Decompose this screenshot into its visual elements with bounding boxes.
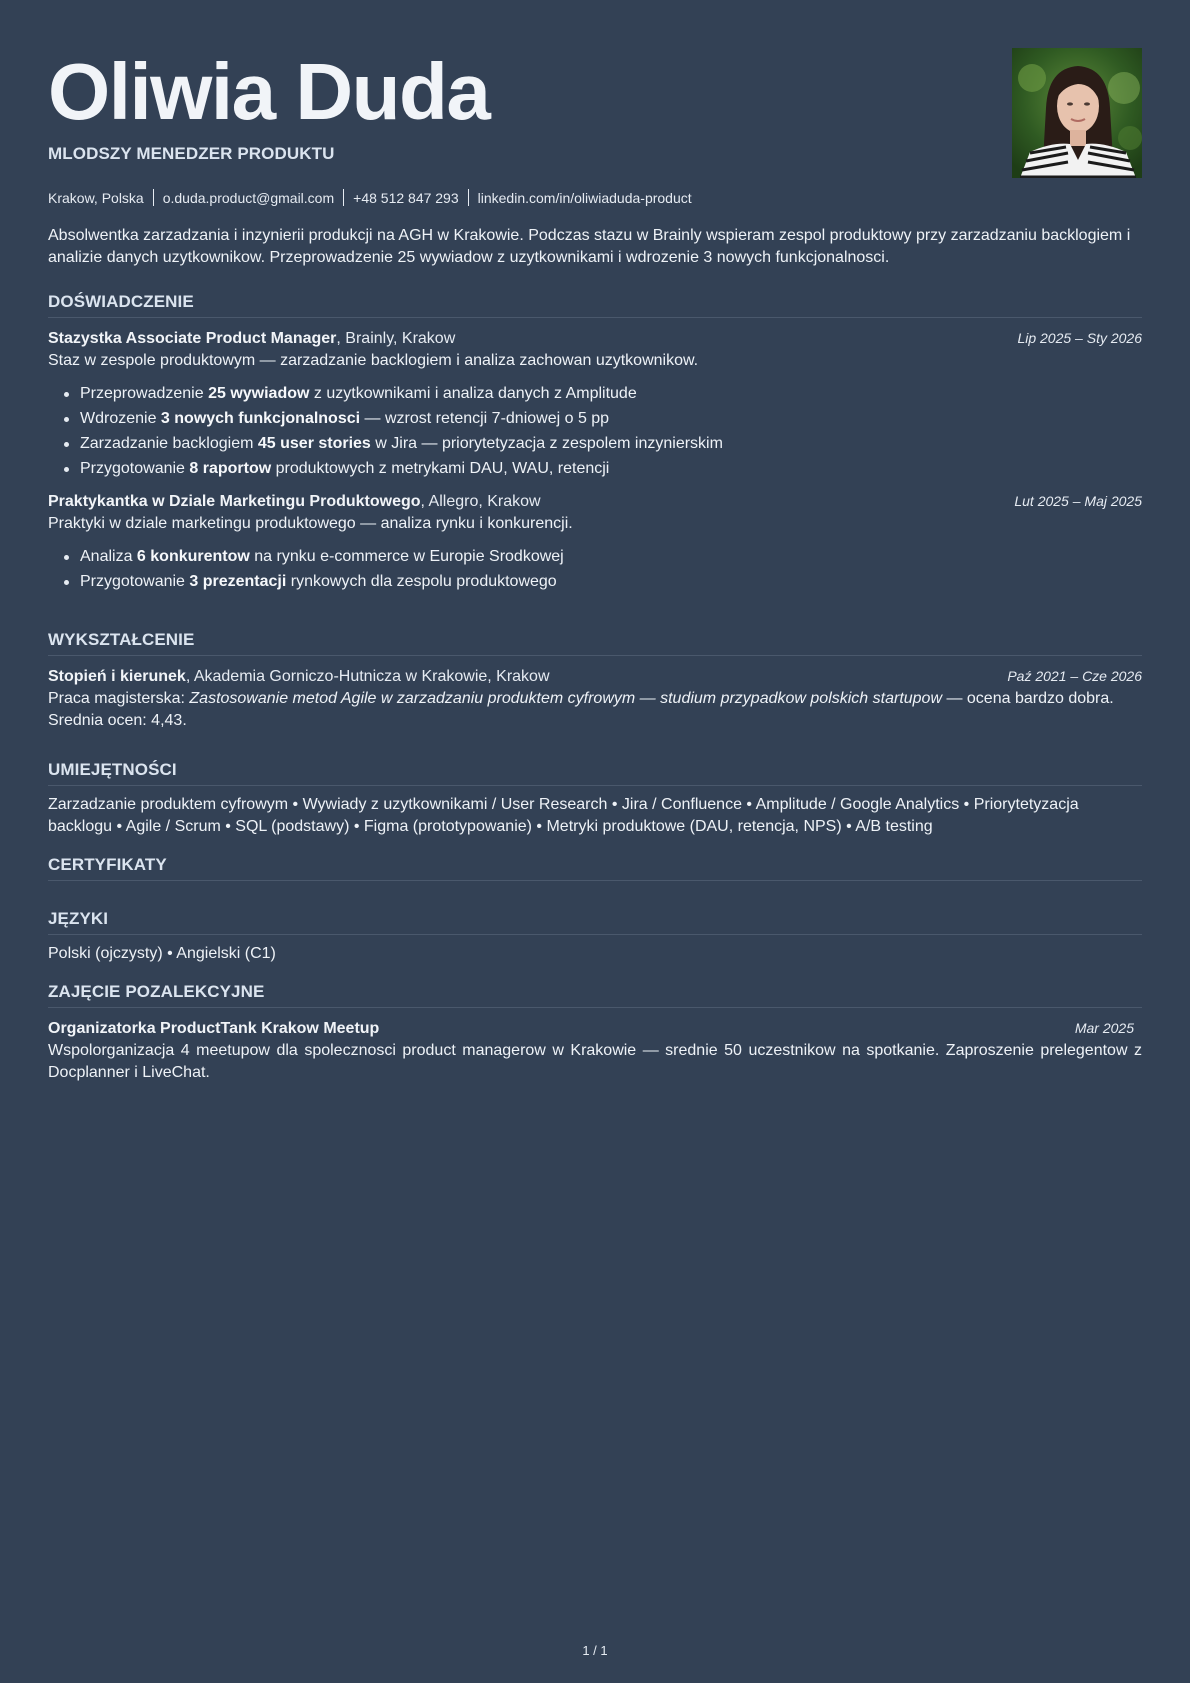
candidate-name: Oliwia Duda: [48, 47, 490, 136]
extracurricular-section: [48, 982, 1142, 1084]
entry-title: [48, 491, 541, 513]
list-item: [64, 381, 1142, 406]
languages-list: Polski (ojczysty) • Angielski (C1): [48, 945, 276, 962]
entry-description: Staz w zespole produktowym — zarzadzanie backlogiem i analiza zachowan uzytkownikow.: [48, 352, 699, 369]
education-section: [48, 630, 1142, 732]
contact-phone[interactable]: +48 512 847 293: [353, 189, 459, 206]
portrait-image-icon: [1012, 48, 1142, 178]
bullet-highlight: 3 prezentacji: [189, 573, 287, 590]
bullet-text: Analiza: [80, 548, 137, 565]
entry-header: [48, 1017, 1142, 1040]
job-title: MLODSZY MENEDZER PRODUKTU: [48, 144, 335, 163]
experience-section: [48, 292, 1142, 594]
entry-title: [48, 666, 550, 688]
bullet-text: Zarzadzanie backlogiem: [80, 435, 258, 452]
contact-linkedin-link[interactable]: linkedin.com/in/oliwiaduda-product: [477, 189, 692, 206]
contact-divider: [153, 189, 154, 206]
skills-list: Zarzadzanie produktem cyfrowym • Wywiady z uzytkownikami / User Research • Jira / Confluence • Amplitude / Google Analytics • Priorytetyzacja backlogu • Agile / Scrum • SQL (podstawy) • Figma (prototypowanie) • Metryki produktowe (DAU, retencja, NPS) • A/B testing: [48, 796, 1079, 835]
bullet-text: — wzrost retencji 7-dniowej o 5 pp: [360, 410, 610, 427]
section-heading: UMIEJĘTNOŚCI: [48, 760, 1142, 786]
entry-role: Praktykantka w Dziale Marketingu Produktowego: [48, 493, 421, 510]
entry-description: Praktyki w dziale marketingu produktowego — analiza rynku i konkurencji.: [48, 515, 573, 532]
bullet-highlight: 3 nowych funkcjonalnosci: [160, 410, 361, 427]
section-heading: WYKSZTAŁCENIE: [48, 630, 1142, 656]
bullet-text: Przygotowanie: [80, 573, 190, 590]
achievement-list: [48, 544, 1142, 594]
list-item: [64, 406, 1142, 431]
contact-bar: [48, 189, 692, 206]
entry-header: [48, 490, 1142, 513]
bullet-text: Przygotowanie: [80, 460, 190, 477]
entry-role: Stazystka Associate Product Manager: [48, 330, 337, 347]
bullet-highlight: 6 konkurentow: [136, 548, 250, 565]
entry-description: Wspolorganizacja 4 meetupow dla spolecznosci product managerow w Krakowie — srednie 50 uczestnikow na spotkanie. Zaproszenie prelegentow z Docplanner i LiveChat.: [48, 1042, 1142, 1081]
bullet-text: produktowych z metrykami DAU, WAU, retencji: [271, 460, 610, 477]
bullet-text: w Jira — priorytetyzacja z zespolem inzynierskim: [370, 435, 723, 452]
section-heading: JĘZYKI: [48, 909, 1142, 935]
entry-date: Lip 2025 – Sty 2026: [1017, 330, 1142, 346]
bullet-highlight: 45 user stories: [257, 435, 371, 452]
page-number: 1 / 1: [582, 1643, 608, 1658]
entry-role: Organizatorka ProductTank Krakow Meetup: [48, 1020, 380, 1037]
bullet-text: z uzytkownikami i analiza danych z Amplitude: [309, 385, 637, 402]
bullet-text: Przeprowadzenie: [80, 385, 209, 402]
thesis-label: Praca magisterska:: [48, 690, 190, 707]
entry-title: [48, 328, 455, 350]
experience-entry: [48, 327, 1142, 481]
entry-date: Paź 2021 – Cze 2026: [1007, 668, 1142, 684]
contact-email-link[interactable]: o.duda.product@gmail.com: [162, 189, 335, 206]
bullet-text: na rynku e-commerce w Europie Srodkowej: [249, 548, 564, 565]
thesis-title: Zastosowanie metod Agile w zarzadzaniu produktem cyfrowym — studium przypadkow polskich startupow: [189, 690, 943, 707]
school: , Akademia Gorniczo-Hutnicza w Krakowie, Krakow: [185, 668, 550, 685]
list-item: [64, 544, 1142, 569]
bullet-text: Wdrozenie: [80, 410, 161, 427]
profile-photo: [1012, 48, 1142, 178]
languages-section: [48, 909, 1142, 965]
resume-header: [48, 0, 1142, 176]
entry-date: Mar 2025: [1074, 1020, 1134, 1036]
entry-header: [48, 327, 1142, 350]
entry-org: , Allegro, Krakow: [420, 493, 541, 510]
list-item: [64, 569, 1142, 594]
contact-location: Krakow, Polska: [48, 189, 144, 206]
entry-header: [48, 665, 1142, 688]
profile-summary: Absolwentka zarzadzania i inzynierii produkcji na AGH w Krakowie. Podczas stazu w Brainly wspieram zespol produktowy przy zarzadzaniu backlogiem i analizie danych uzytkownikow. Przeprowadzenie 25 wywiadow z uzytkownikami i wdrozenie 3 nowych funkcjonalnosci.: [48, 227, 1131, 266]
list-item: [64, 456, 1142, 481]
degree: Stopień i kierunek: [48, 668, 186, 685]
contact-divider: [468, 189, 469, 206]
entry-date: Lut 2025 – Maj 2025: [1014, 493, 1142, 509]
section-heading: DOŚWIADCZENIE: [48, 292, 1142, 318]
thesis-description: [48, 688, 1142, 732]
list-item: [64, 431, 1142, 456]
section-heading: CERTYFIKATY: [48, 855, 1142, 881]
skills-section: [48, 760, 1142, 838]
achievement-list: [48, 381, 1142, 481]
bullet-highlight: 25 wywiadow: [208, 385, 310, 402]
experience-entry: [48, 490, 1142, 594]
entry-org: , Brainly, Krakow: [336, 330, 456, 347]
contact-divider: [343, 189, 344, 206]
certificates-section: [48, 855, 1142, 881]
resume-page: [48, 0, 1142, 1081]
bullet-text: rynkowych dla zespolu produktowego: [286, 573, 557, 590]
section-heading: ZAJĘCIE POZALEKCYJNE: [48, 982, 1142, 1008]
thesis-grade: — ocena bardzo dobra. Srednia ocen: 4,43.: [48, 690, 1114, 729]
bullet-highlight: 8 raportow: [189, 460, 272, 477]
